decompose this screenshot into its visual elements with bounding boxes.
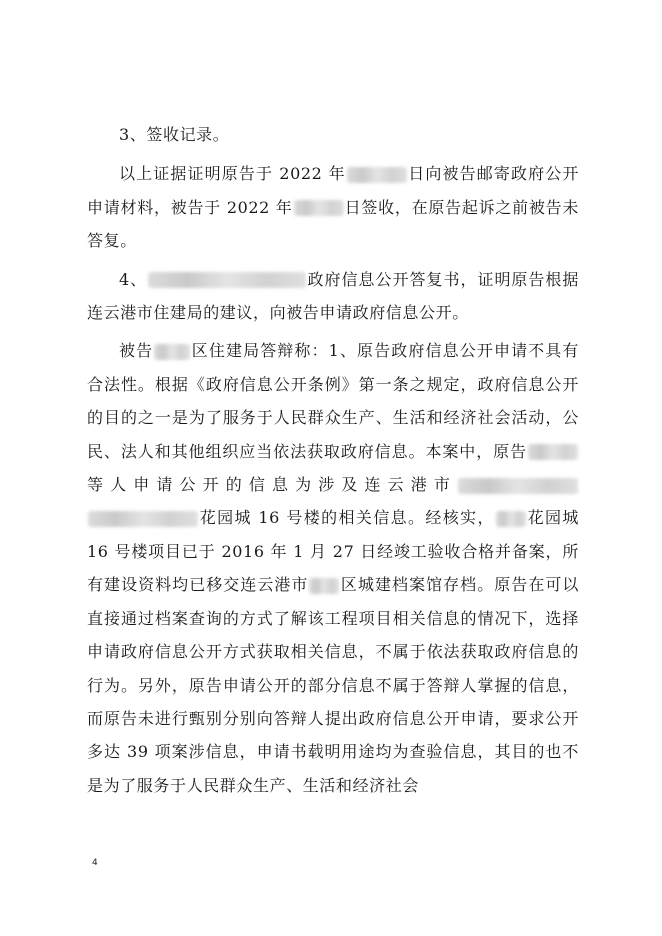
paragraph-4-text-d: 花园城 16 号楼的相关信息。经核实， bbox=[199, 508, 495, 528]
redaction-blur bbox=[496, 511, 526, 527]
redaction-blur bbox=[148, 272, 306, 288]
paragraph-4-text-c: 等人申请公开的信息为涉及连云港市 bbox=[87, 475, 457, 495]
redaction-blur bbox=[88, 511, 198, 527]
paragraph-4-text-f: 区城建档案馆存档。原告在可以直接通过档案查询的方式了解该工程项目相关信息的情况下，选择申请政府信息公开方式获取相关信息，不属于依法获取政府信息的行为。另外，原告申请公开的部分信息不属于答辩人掌握的信息，而原告未进行甄别分别向答辩人提出政府信息公开申请，要求公开多达 39 项案涉信息，申请书载明用途均为查验信息，其目的也不是为了服务于人民群众生产、生活和经济社会 bbox=[87, 575, 579, 795]
paragraph-2 bbox=[87, 157, 579, 257]
paragraph-4 bbox=[87, 334, 579, 802]
paragraph-4-text-e: 花园城 16 号楼项目已于 2016 年 1 月 27 日经竣工验收合格并备案，所有建设资料均已移交连云港市 bbox=[87, 508, 579, 595]
redaction-blur bbox=[458, 478, 578, 494]
paragraph-4-text-a: 被告 bbox=[119, 341, 154, 361]
redaction-blur bbox=[347, 167, 407, 183]
document-body bbox=[87, 118, 579, 807]
paragraph-3-text-b: 政府信息公开答复书，证明原告根据连云港市住建局的建议，向被告申请政府信息公开。 bbox=[87, 269, 579, 323]
page-number: 4 bbox=[92, 858, 98, 868]
paragraph-3 bbox=[87, 263, 579, 330]
redaction-blur bbox=[294, 200, 344, 216]
paragraph-1-text: 3、签收记录。 bbox=[119, 125, 230, 144]
paragraph-2-text-c: 日签收，在原告起诉之前被告未答复。 bbox=[87, 197, 579, 251]
redaction-blur bbox=[154, 344, 190, 360]
paragraph-2-text-b: 日向被告邮寄政府公开申请材料，被告于 2022 年 bbox=[87, 164, 579, 217]
paragraph-1 bbox=[87, 118, 579, 151]
redaction-blur bbox=[528, 444, 578, 460]
paragraph-3-text-a: 4、 bbox=[119, 269, 148, 289]
paragraph-2-text-a: 以上证据证明原告于 2022 年 bbox=[119, 164, 346, 184]
paragraph-4-text-b: 区住建局答辩称：1、原告政府信息公开申请不具有合法性。根据《政府信息公开条例》第一条之规定，政府信息公开的目的之一是为了服务于人民群众生产、生活和经济社会活动，公民、法人和其他组织应当依法获取政府信息。本案中，原告 bbox=[87, 341, 580, 461]
redaction-blur bbox=[309, 578, 339, 594]
